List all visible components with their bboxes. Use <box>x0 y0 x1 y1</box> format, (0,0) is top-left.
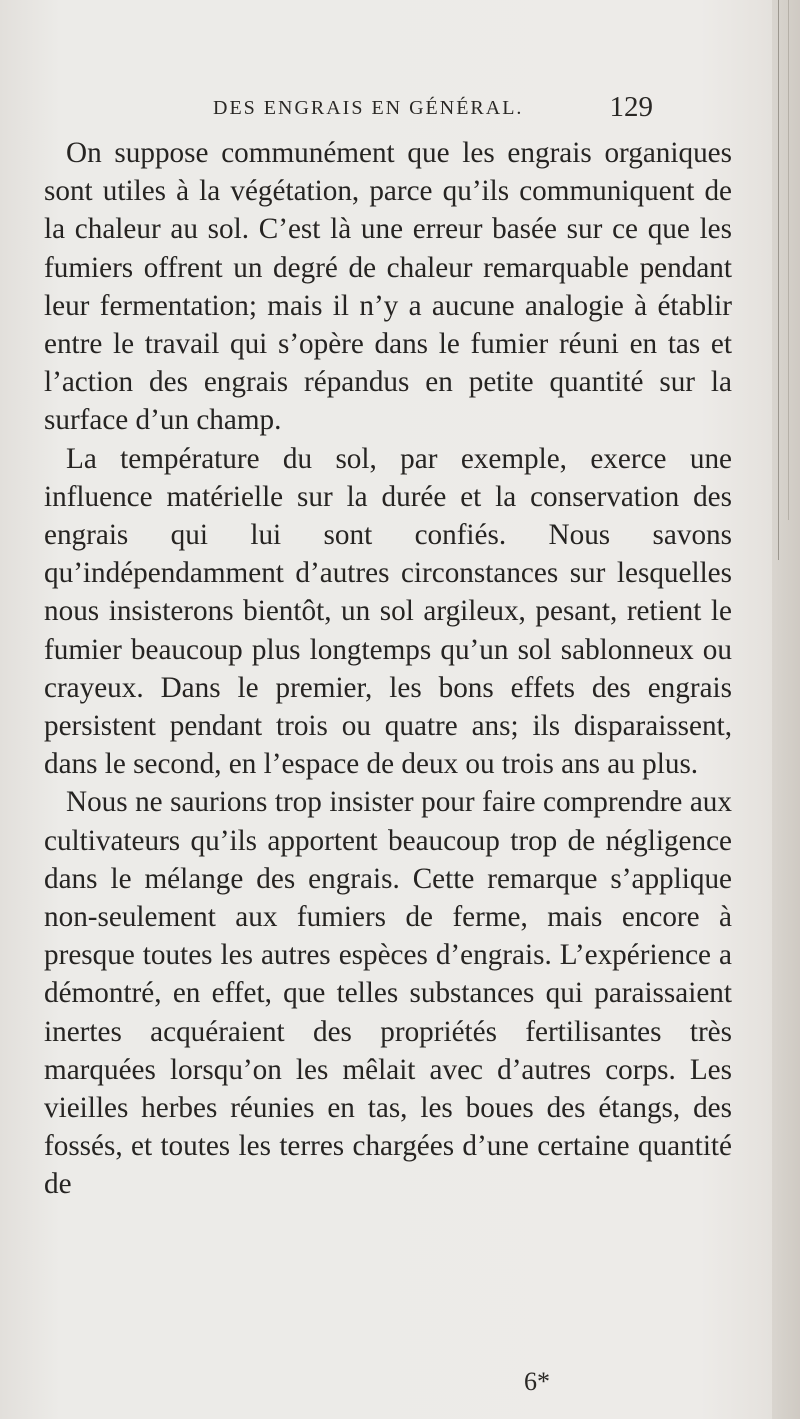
paragraph-2: La température du sol, par exemple, exerce une influence matérielle sur la durée et la conservation des engrais qui lui sont confiés. Nous savons qu’indépendamment d’autres circonstances sur lesquelles nous insisterons bientôt, un sol argileux, pesant, retient le fumier beaucoup plus longtemps qu’un sol sablonneux ou crayeux. Dans le premier, les bons effets des engrais persistent pendant trois ou quatre ans; ils disparaissent, dans le second, en l’espace de deux ou trois ans au plus. <box>44 442 732 781</box>
book-binding-edge <box>772 0 800 1419</box>
paragraph-1: On suppose communément que les engrais organiques sont utiles à la végétation, parce qu’ils communiquent de la chaleur au sol. C’est là une erreur basée sur ce que les fumiers offrent un degré de chaleur remarquable pendant leur fermentation; mais il n’y a aucune analogie à établir entre le travail qui s’opère dans le fumier réuni en tas et l’action des engrais répandus en petite quantité sur la surface d’un champ. <box>44 137 732 437</box>
running-title: DES ENGRAIS EN GÉNÉRAL. <box>213 97 524 119</box>
body-text <box>44 134 732 1204</box>
page-header <box>213 91 653 129</box>
page-number: 129 <box>609 91 653 123</box>
signature-mark: 6* <box>524 1367 550 1396</box>
paragraph-3: Nous ne saurions trop insister pour faire comprendre aux cultivateurs qu’ils apportent beaucoup trop de négligence dans le mélange des engrais. Cette remarque s’applique non-seulement aux fumiers de ferme, mais encore à presque toutes les autres espèces d’engrais. L’expérience a démontré, en effet, que telles substances qui paraissaient inertes acquéraient des propriétés fertilisantes très marquées lorsqu’on les mêlait avec d’autres corps. Les vieilles herbes réunies en tas, les boues des étangs, des fossés, et toutes les terres chargées d’une certaine quantité de <box>44 786 732 1201</box>
